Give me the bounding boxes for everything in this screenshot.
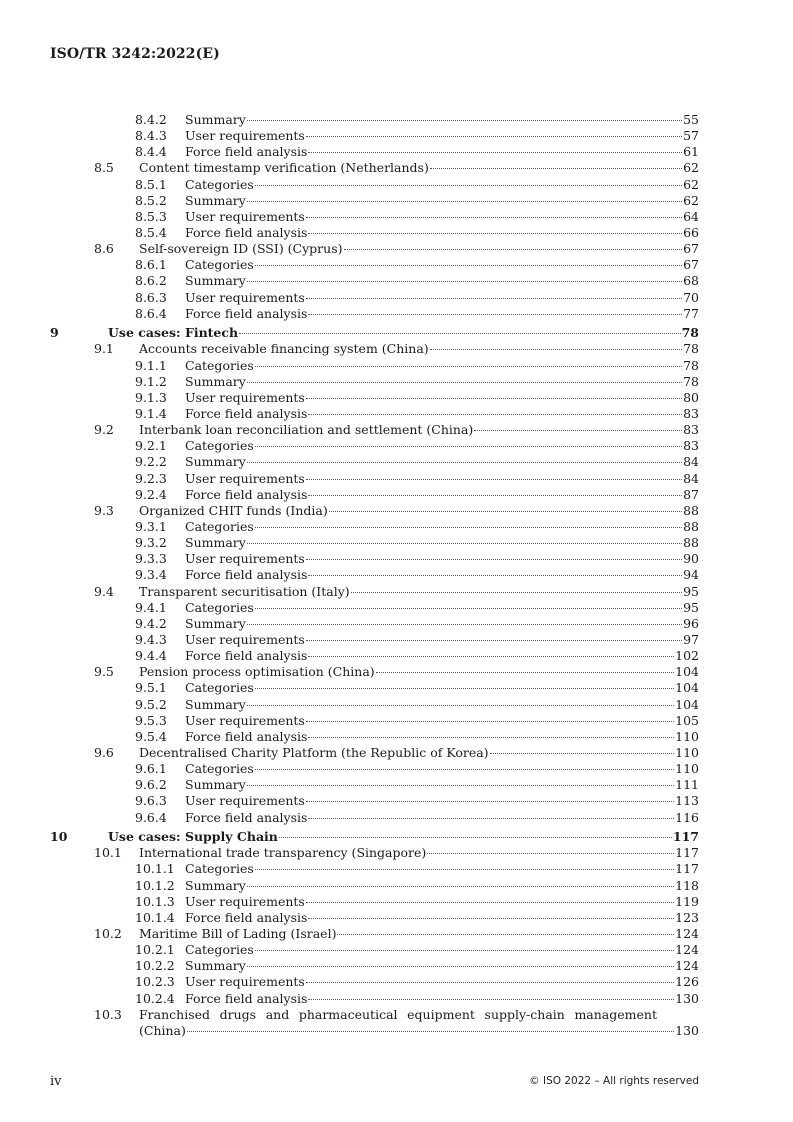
toc-entry-number: 9.2.2 [135, 454, 167, 470]
toc-dot-leader [247, 201, 682, 202]
toc-dot-leader [306, 982, 674, 983]
toc-entry-page: 78 [683, 357, 699, 373]
toc-entry-page: 118 [675, 877, 699, 893]
toc-entry[interactable] [0, 632, 793, 648]
toc-entry-page: 105 [675, 712, 699, 728]
toc-entry[interactable] [0, 454, 793, 470]
toc-entry-number: 10.2.2 [135, 958, 175, 974]
toc-dot-leader [247, 462, 682, 463]
toc-entry-page: 110 [675, 761, 699, 777]
toc-entry-page: 110 [675, 744, 699, 760]
toc-entry-number: 9.6.1 [135, 761, 167, 777]
toc-entry-title: User requirements [185, 974, 305, 990]
toc-dot-leader [239, 333, 681, 334]
toc-entry-number: 8.4.3 [135, 128, 167, 144]
toc-dot-leader [490, 753, 675, 754]
toc-entry-number: 10.2.3 [135, 974, 175, 990]
toc-entry-title: Categories [185, 257, 254, 273]
toc-title-word: management [574, 1006, 657, 1022]
toc-entry[interactable] [0, 112, 793, 128]
toc-entry-title: Summary [185, 112, 246, 127]
toc-entry-number: 9.3 [94, 502, 114, 518]
toc-entry-page: 80 [683, 389, 699, 405]
toc-entry-title: Interbank loan reconciliation and settlement (China) [139, 422, 474, 438]
toc-dot-leader [308, 918, 674, 919]
toc-entry-title: Categories [185, 519, 254, 535]
toc-entry-page: 130 [675, 990, 699, 1006]
toc-entry-number: 10 [50, 829, 68, 845]
table-of-contents [0, 112, 793, 1039]
toc-entry[interactable] [0, 193, 793, 209]
toc-entry-title: Summary [185, 958, 246, 974]
toc-entry-number: 10.1.1 [135, 861, 175, 877]
toc-entry-page: 62 [683, 160, 699, 176]
toc-entry[interactable] [0, 829, 793, 845]
toc-entry[interactable] [0, 713, 793, 729]
toc-entry-number: 10.2.1 [135, 942, 175, 958]
toc-dot-leader [247, 886, 674, 887]
toc-entry-page: 110 [675, 728, 699, 744]
toc-entry[interactable] [0, 325, 793, 341]
toc-dot-leader [306, 721, 674, 722]
toc-entry-number: 9.1.1 [135, 357, 167, 373]
toc-dot-leader [306, 801, 674, 802]
toc-dot-leader [255, 869, 674, 870]
toc-dot-leader [308, 818, 674, 819]
toc-entry[interactable] [0, 341, 793, 357]
toc-entry-page: 66 [683, 224, 699, 240]
toc-entry-page: 90 [683, 551, 699, 567]
toc-entry-title: Categories [185, 438, 254, 454]
toc-entry-title: Use cases: Fintech [108, 325, 239, 341]
toc-entry-title: Summary [185, 373, 246, 389]
toc-entry-number: 8.6 [94, 241, 114, 257]
toc-entry-page: 62 [683, 192, 699, 208]
toc-dot-leader [255, 366, 682, 367]
toc-entry[interactable] [0, 777, 793, 793]
toc-entry-title: Summary [185, 273, 246, 289]
toc-dot-leader [255, 265, 682, 266]
toc-entry[interactable] [0, 273, 793, 289]
toc-dot-leader [344, 249, 683, 250]
toc-entry-number: 8.5.4 [135, 224, 167, 240]
toc-entry-page: 95 [683, 599, 699, 615]
toc-dot-leader [247, 785, 674, 786]
toc-entry-page: 123 [675, 909, 699, 925]
toc-entry[interactable] [0, 991, 793, 1007]
toc-entry-number: 9.4.4 [135, 648, 167, 664]
toc-entry-page: 84 [683, 454, 699, 470]
toc-entry[interactable] [0, 290, 793, 306]
toc-entry-number: 9.1 [94, 341, 114, 357]
toc-entry-number: 9 [50, 325, 59, 341]
toc-dot-leader [329, 511, 682, 512]
toc-entry-title: Force field analysis [185, 305, 308, 321]
toc-entry-title: User requirements [185, 893, 305, 909]
toc-entry[interactable] [0, 241, 793, 257]
toc-entry-title: User requirements [185, 551, 305, 567]
toc-entry[interactable] [0, 374, 793, 390]
toc-dot-leader [351, 592, 682, 593]
toc-entry-number: 9.5.1 [135, 680, 167, 696]
toc-entry-number: 9.5 [94, 664, 114, 680]
toc-dot-leader [306, 559, 682, 560]
toc-entry-title: Force field analysis [185, 567, 308, 583]
toc-entry-title: Summary [185, 454, 246, 470]
toc-dot-leader [308, 575, 682, 576]
toc-entry[interactable] [0, 974, 793, 990]
toc-entry-number: 8.6.3 [135, 289, 167, 305]
toc-entry-title: Transparent securitisation (Italy) [139, 583, 350, 599]
toc-entry-title: Accounts receivable financing system (China) [139, 341, 429, 357]
toc-dot-leader [247, 120, 682, 121]
toc-entry-page: 64 [683, 208, 699, 224]
toc-dot-leader [430, 349, 682, 350]
toc-entry[interactable] [0, 894, 793, 910]
toc-title-word: pharmaceutical [298, 1006, 398, 1022]
toc-entry-number: 10.3 [94, 1006, 122, 1022]
toc-entry-page: 78 [681, 325, 699, 341]
toc-entry-page: 104 [675, 680, 699, 696]
toc-entry-page: 70 [683, 289, 699, 305]
toc-entry-title: Summary [185, 696, 246, 712]
toc-entry-title: Force field analysis [185, 144, 308, 160]
toc-entry[interactable] [0, 745, 793, 761]
toc-entry-page: 124 [675, 942, 699, 958]
toc-entry[interactable] [0, 487, 793, 503]
toc-entry[interactable] [0, 128, 793, 144]
toc-entry-number: 8.5 [94, 160, 114, 176]
toc-entry-title: Force field analysis [185, 909, 308, 925]
toc-entry-title: Categories [185, 861, 254, 877]
toc-entry[interactable] [0, 438, 793, 454]
toc-dot-leader [255, 446, 682, 447]
toc-entry[interactable] [0, 810, 793, 826]
toc-entry-page: 104 [675, 664, 699, 680]
toc-entry[interactable] [0, 358, 793, 374]
toc-entry-number: 9.5.4 [135, 728, 167, 744]
toc-dot-leader [247, 966, 674, 967]
toc-entry-page: 116 [675, 809, 699, 825]
toc-entry-number: 8.5.1 [135, 176, 167, 192]
toc-entry-title: Force field analysis [185, 648, 308, 664]
toc-entry-title: Maritime Bill of Lading (Israel) [139, 926, 337, 942]
toc-entry-title: User requirements [185, 712, 305, 728]
toc-entry-page: 83 [683, 438, 699, 454]
toc-entry-number: 9.4.2 [135, 615, 167, 631]
toc-entry-number: 9.1.4 [135, 406, 167, 422]
toc-entry[interactable] [0, 600, 793, 616]
toc-entry-page: 78 [683, 341, 699, 357]
toc-entry-page: 57 [683, 128, 699, 144]
toc-dot-leader [255, 185, 682, 186]
toc-entry-title: Summary [185, 777, 246, 793]
toc-entry-number: 9.6.3 [135, 793, 167, 809]
toc-entry-page: 78 [683, 373, 699, 389]
toc-entry-number: 9.6.4 [135, 809, 167, 825]
toc-entry[interactable] [0, 793, 793, 809]
toc-entry-number: 9.4 [94, 583, 114, 599]
toc-entry[interactable] [0, 878, 793, 894]
toc-entry-number: 9.3.1 [135, 519, 167, 535]
toc-entry[interactable] [0, 1007, 793, 1039]
toc-entry-page: 113 [675, 793, 699, 809]
toc-dot-leader [308, 233, 682, 234]
toc-entry[interactable] [0, 910, 793, 926]
toc-entry-title: User requirements [185, 389, 305, 405]
toc-entry-page: 102 [675, 648, 699, 664]
toc-entry-page: 96 [683, 615, 699, 631]
toc-entry-number: 10.2.4 [135, 990, 175, 1006]
toc-entry[interactable] [0, 390, 793, 406]
toc-dot-leader [427, 853, 674, 854]
toc-dot-leader [247, 382, 682, 383]
toc-entry-title: Summary [185, 615, 246, 631]
toc-entry-page: 87 [683, 486, 699, 502]
toc-dot-leader [247, 705, 674, 706]
toc-entry-title: Categories [185, 680, 254, 696]
toc-entry-title: Categories [185, 761, 254, 777]
toc-title-word: drugs [219, 1006, 257, 1022]
toc-dot-leader [376, 672, 674, 673]
toc-entry-number: 9.1.3 [135, 389, 167, 405]
toc-dot-leader [306, 136, 682, 137]
toc-entry-number: 10.1.4 [135, 909, 175, 925]
toc-dot-leader [187, 1031, 674, 1032]
toc-entry[interactable] [0, 257, 793, 273]
toc-entry-page: 119 [675, 893, 699, 909]
toc-dot-leader [255, 950, 674, 951]
toc-entry-page: 84 [683, 470, 699, 486]
toc-entry-number: 9.6 [94, 744, 114, 760]
toc-entry[interactable] [0, 697, 793, 713]
toc-entry-title: Force field analysis [185, 809, 308, 825]
toc-entry[interactable] [0, 958, 793, 974]
toc-entry-number: 9.3.2 [135, 535, 167, 551]
toc-dot-leader [306, 217, 682, 218]
toc-entry-number: 8.4.2 [135, 112, 167, 127]
toc-entry[interactable] [0, 567, 793, 583]
toc-entry-number: 8.6.4 [135, 305, 167, 321]
toc-entry-page: 104 [675, 696, 699, 712]
toc-entry-title: Categories [185, 942, 254, 958]
toc-entry-page: 77 [683, 305, 699, 321]
toc-entry-number: 9.4.3 [135, 632, 167, 647]
document-id: ISO/TR 3242:2022(E) [50, 46, 220, 62]
toc-entry-page: 124 [675, 958, 699, 974]
toc-dot-leader [430, 168, 682, 169]
toc-entry-number: 9.2.1 [135, 438, 167, 454]
toc-entry[interactable] [0, 519, 793, 535]
toc-entry-page: 95 [683, 583, 699, 599]
toc-entry-page: 67 [683, 241, 699, 257]
toc-entry[interactable] [0, 471, 793, 487]
toc-entry-title-line2: (China) [139, 1022, 186, 1038]
toc-title-word: equipment [407, 1006, 475, 1022]
toc-entry-title: Force field analysis [185, 224, 308, 240]
toc-entry-page: 130 [675, 1022, 699, 1038]
toc-entry-number: 9.5.2 [135, 696, 167, 712]
toc-entry[interactable] [0, 535, 793, 551]
toc-entry[interactable] [0, 177, 793, 193]
toc-entry-number: 9.5.3 [135, 712, 167, 728]
toc-entry-page: 67 [683, 257, 699, 273]
toc-entry-title: Force field analysis [185, 486, 308, 502]
footer-copyright: © ISO 2022 – All rights reserved [529, 1075, 699, 1087]
toc-dot-leader [255, 688, 674, 689]
toc-entry[interactable] [0, 926, 793, 942]
toc-entry[interactable] [0, 422, 793, 438]
toc-dot-leader [247, 624, 682, 625]
toc-dot-leader [255, 769, 674, 770]
toc-dot-leader [308, 656, 674, 657]
toc-entry-page: 61 [683, 144, 699, 160]
toc-entry-title: Categories [185, 357, 254, 373]
toc-dot-leader [308, 737, 674, 738]
toc-entry[interactable] [0, 845, 793, 861]
toc-entry-page: 126 [675, 974, 699, 990]
toc-entry-number: 8.4.4 [135, 144, 167, 160]
toc-entry-title: Categories [185, 599, 254, 615]
toc-entry-page: 83 [683, 422, 699, 438]
footer-page-number: iv [50, 1074, 62, 1089]
toc-entry-title: Content timestamp verification (Netherlands) [139, 160, 429, 176]
toc-dot-leader [255, 527, 682, 528]
toc-entry-title: Summary [185, 877, 246, 893]
toc-entry[interactable] [0, 160, 793, 176]
toc-dot-leader [247, 543, 682, 544]
toc-entry-number: 9.3.3 [135, 551, 167, 567]
toc-entry-title: Summary [185, 535, 246, 551]
toc-entry[interactable] [0, 664, 793, 680]
toc-entry[interactable] [0, 942, 793, 958]
toc-entry-page: 62 [683, 176, 699, 192]
toc-entry[interactable] [0, 761, 793, 777]
toc-dot-leader [308, 414, 682, 415]
toc-entry-title: User requirements [185, 470, 305, 486]
toc-entry-number: 8.6.1 [135, 257, 167, 273]
toc-entry[interactable] [0, 406, 793, 422]
toc-entry-title: User requirements [185, 793, 305, 809]
toc-entry-page: 117 [675, 845, 699, 861]
toc-title-word: and [265, 1006, 290, 1022]
toc-entry-number: 8.5.3 [135, 208, 167, 224]
toc-dot-leader [308, 314, 682, 315]
toc-dot-leader [337, 934, 674, 935]
toc-entry-page: 111 [675, 777, 699, 793]
toc-entry-number: 9.2.3 [135, 470, 167, 486]
toc-entry-number: 9.3.4 [135, 567, 167, 583]
toc-title-word: supply-chain [484, 1006, 565, 1022]
toc-title-word: Franchised [139, 1006, 211, 1022]
toc-dot-leader [308, 999, 674, 1000]
toc-entry[interactable] [0, 616, 793, 632]
toc-entry-title: Force field analysis [185, 728, 308, 744]
toc-dot-leader [255, 608, 682, 609]
toc-dot-leader [306, 298, 682, 299]
toc-entry[interactable] [0, 729, 793, 745]
toc-entry-title: Force field analysis [185, 406, 308, 422]
toc-entry-title: Force field analysis [185, 990, 308, 1006]
toc-dot-leader [308, 152, 682, 153]
toc-entry-number: 10.1.3 [135, 893, 175, 909]
toc-entry-number: 10.1.2 [135, 877, 175, 893]
toc-entry-page: 94 [683, 567, 699, 583]
toc-entry[interactable] [0, 861, 793, 877]
toc-entry-title: Use cases: Supply Chain [108, 829, 278, 845]
toc-entry-title: Organized CHIT funds (India) [139, 502, 328, 518]
toc-dot-leader [279, 837, 672, 838]
toc-entry-number: 9.1.2 [135, 373, 167, 389]
toc-entry-title: Self-sovereign ID (SSI) (Cyprus) [139, 241, 343, 257]
toc-entry-title-line1 [139, 1007, 699, 1023]
toc-entry-title: User requirements [185, 289, 305, 305]
toc-entry-page: 68 [683, 273, 699, 289]
toc-entry[interactable] [0, 144, 793, 160]
toc-entry-title: User requirements [185, 632, 305, 647]
toc-entry-number: 10.2 [94, 926, 122, 942]
toc-entry-page: 55 [683, 112, 699, 127]
toc-entry-page: 97 [683, 632, 699, 647]
toc-entry-number: 9.4.1 [135, 599, 167, 615]
toc-dot-leader [306, 640, 682, 641]
toc-entry[interactable] [0, 680, 793, 696]
toc-entry-number: 9.6.2 [135, 777, 167, 793]
toc-dot-leader [306, 902, 674, 903]
toc-entry-page: 83 [683, 406, 699, 422]
toc-dot-leader [308, 495, 682, 496]
toc-entry-title: Pension process optimisation (China) [139, 664, 375, 680]
toc-entry-title: User requirements [185, 128, 305, 144]
toc-entry[interactable] [0, 209, 793, 225]
toc-entry[interactable] [0, 584, 793, 600]
toc-dot-leader [247, 281, 682, 282]
toc-entry-title: Decentralised Charity Platform (the Republic of Korea) [139, 744, 489, 760]
toc-entry-page: 117 [672, 829, 699, 845]
toc-entry[interactable] [0, 225, 793, 241]
toc-entry-title: Summary [185, 192, 246, 208]
toc-dot-leader [306, 398, 682, 399]
toc-entry-title: User requirements [185, 208, 305, 224]
toc-entry-number: 8.5.2 [135, 192, 167, 208]
toc-entry-page: 88 [683, 535, 699, 551]
toc-entry-number: 8.6.2 [135, 273, 167, 289]
toc-entry-number: 9.2.4 [135, 486, 167, 502]
toc-entry-page: 88 [683, 519, 699, 535]
toc-entry-title: International trade transparency (Singapore) [139, 845, 427, 861]
toc-dot-leader [474, 430, 682, 431]
toc-entry-page: 88 [683, 502, 699, 518]
toc-entry-title: Categories [185, 176, 254, 192]
toc-entry-page: 117 [675, 861, 699, 877]
toc-dot-leader [306, 479, 682, 480]
toc-entry-number: 10.1 [94, 845, 122, 861]
toc-entry[interactable] [0, 306, 793, 322]
toc-entry[interactable] [0, 503, 793, 519]
toc-entry[interactable] [0, 551, 793, 567]
toc-entry-page: 124 [675, 926, 699, 942]
toc-entry[interactable] [0, 648, 793, 664]
toc-entry-number: 9.2 [94, 422, 114, 438]
